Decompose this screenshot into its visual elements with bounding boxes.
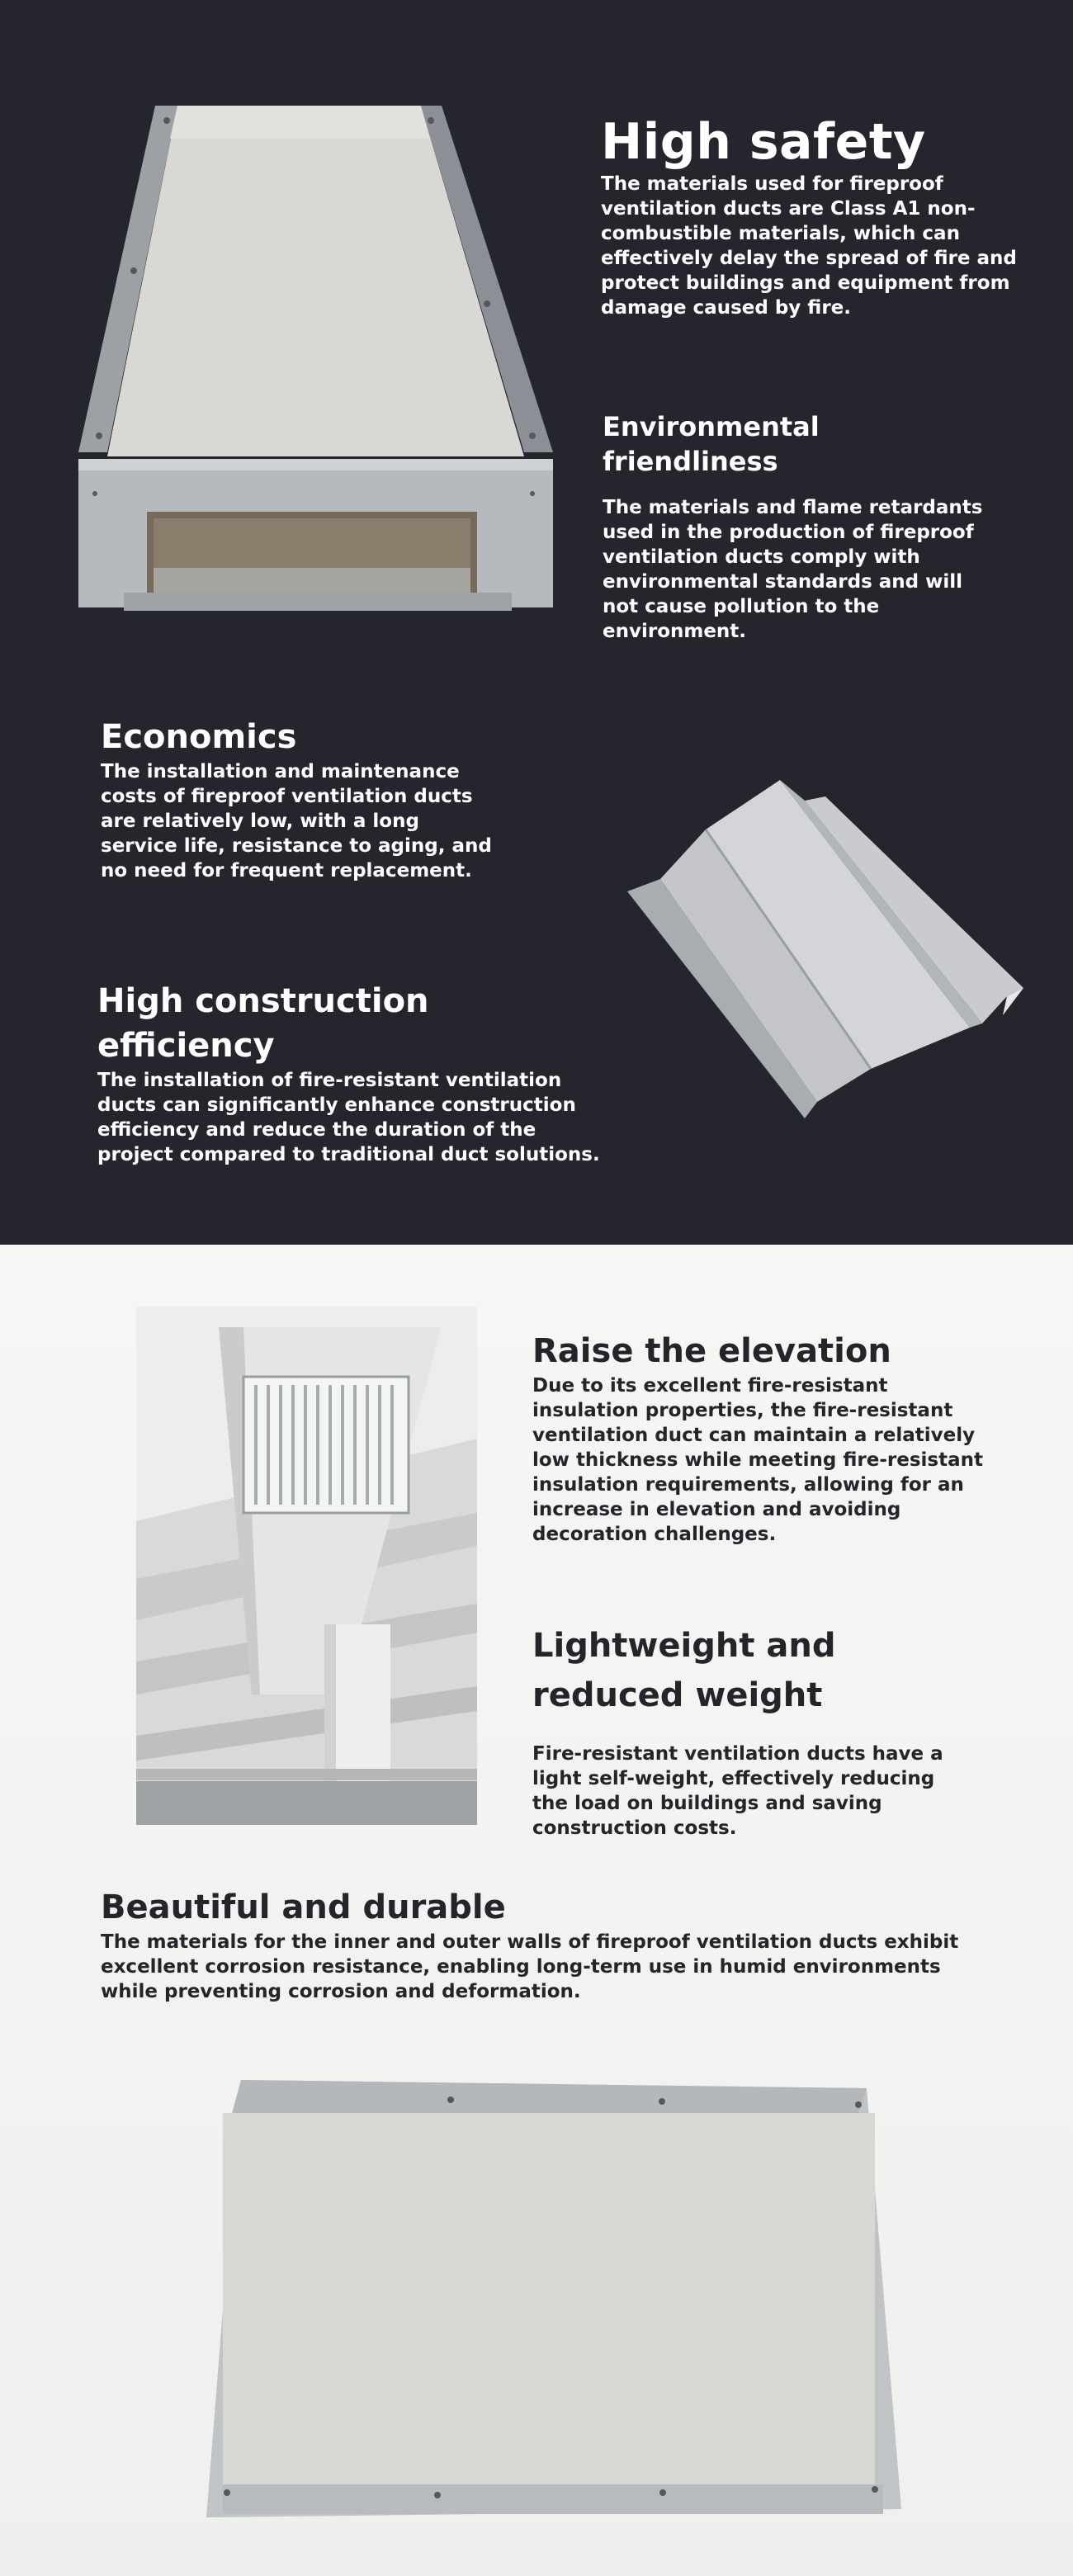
metal-profile-image [627, 780, 1023, 1118]
fireproof-board-image [206, 2080, 901, 2526]
economics-title: Economics [101, 718, 297, 756]
high-safety-title: High safety [601, 113, 926, 171]
environmental-text: The materials and flame retardants used in the production of fireproof ventilation ducts comply with environmental standards and will not cause pollution to the environment. [603, 497, 983, 642]
lightweight-block [532, 1621, 962, 1841]
high-safety-text: The materials used for fireproof ventilation ducts are Class A1 non-combustible materials, which can effectively delay the spread of fire and protect buildings and equipment from damage caused by fire. [601, 173, 1017, 319]
elevation-text: Due to its excellent fire-resistant insulation properties, the fire-resistant ventilation duct can maintain a relatively low thickness while meeting fire-resistant insulation requirements, allowing for an increase in elevation and avoiding decoration challenges. [532, 1375, 983, 1545]
environmental-block [603, 409, 990, 644]
durable-block [101, 1885, 959, 2004]
lightweight-title: Lightweight and reduced weight [532, 1627, 836, 1714]
installed-duct-photo [136, 1307, 477, 1825]
dark-feature-section [0, 0, 1073, 1245]
environmental-title: Environmental friendliness [603, 411, 820, 477]
elevation-block [532, 1329, 995, 1547]
elevation-title: Raise the elevation [532, 1332, 891, 1370]
construction-text: The installation of fire-resistant ventilation ducts can significantly enhance construction efficiency and reduce the duration of the project compared to traditional duct solutions. [97, 1070, 600, 1165]
durable-text: The materials for the inner and outer walls of fireproof ventilation ducts exhibit excellent corrosion resistance, enabling long-term use in humid environments while preventing corrosion and deformation. [101, 1931, 959, 2002]
construction-title: High construction efficiency [97, 982, 429, 1065]
high-safety-block [601, 112, 1030, 320]
durable-title: Beautiful and durable [101, 1888, 506, 1926]
construction-block [97, 979, 613, 1167]
economics-block [101, 715, 497, 883]
fireproof-duct-box-image [74, 106, 570, 626]
light-feature-section [0, 1245, 1073, 2576]
economics-text: The installation and maintenance costs of fireproof ventilation ducts are relatively low, with a long service life, resistance to aging, and no need for frequent replacement. [101, 761, 492, 882]
lightweight-text: Fire-resistant ventilation ducts have a light self-weight, effectively reducing the load on buildings and saving construction costs. [532, 1743, 943, 1839]
